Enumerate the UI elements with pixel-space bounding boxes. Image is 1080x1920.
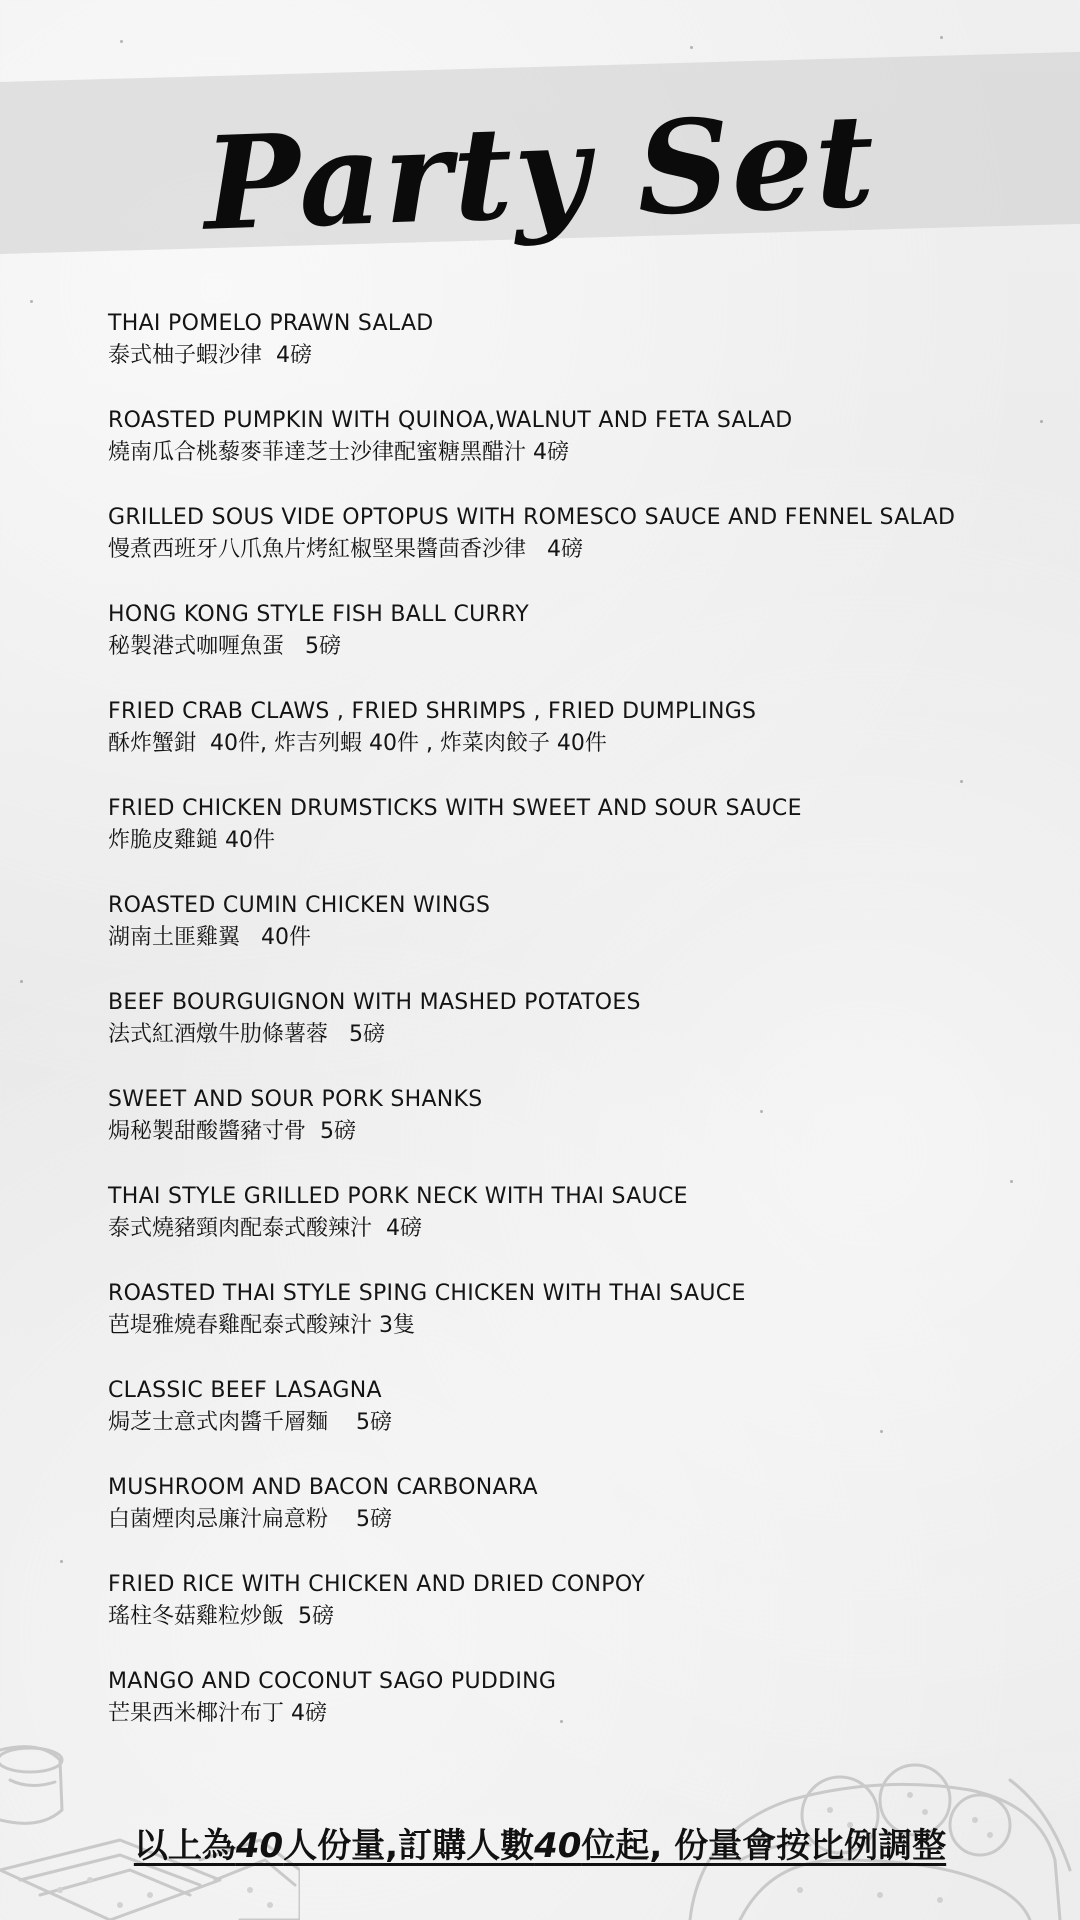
menu-item-chinese-name: 瑤柱冬菇雞粒炒飯 5磅	[108, 1604, 334, 1629]
footer-number-2: 40	[534, 1826, 582, 1866]
menu-item-english-name: THAI STYLE GRILLED PORK NECK WITH THAI SAUCE	[108, 1184, 688, 1209]
menu-item-chinese-name: 秘製港式咖喱魚蛋 5磅	[108, 634, 341, 659]
menu-item	[108, 890, 1008, 954]
menu-item	[108, 599, 1008, 663]
menu-item-chinese-name: 焗芝士意式肉醬千層麵 5磅	[108, 1410, 392, 1435]
menu-item-chinese-name: 湖南土匪雞翼 40件	[108, 925, 311, 950]
menu-item	[108, 1181, 1008, 1245]
menu-item	[108, 696, 1008, 760]
menu-item-chinese-name: 慢煮西班牙八爪魚片烤紅椒堅果醬茴香沙律 4磅	[108, 537, 583, 562]
menu-item-chinese-name: 白菌煙肉忌廉汁扁意粉 5磅	[108, 1507, 392, 1532]
menu-item-chinese-name: 焗秘製甜酸醬豬寸骨 5磅	[108, 1119, 356, 1144]
menu-item	[108, 1375, 1008, 1439]
menu-item-english-name: CLASSIC BEEF LASAGNA	[108, 1378, 382, 1403]
menu-item	[108, 793, 1008, 857]
menu-item-english-name: HONG KONG STYLE FISH BALL CURRY	[108, 602, 530, 627]
menu-item-english-name: THAI POMELO PRAWN SALAD	[108, 311, 434, 336]
menu-item	[108, 405, 1008, 469]
menu-item-english-name: BEEF BOURGUIGNON WITH MASHED POTATOES	[108, 990, 641, 1015]
menu-item	[108, 1084, 1008, 1148]
menu-item-english-name: FRIED RICE WITH CHICKEN AND DRIED CONPOY	[108, 1572, 645, 1597]
menu-item-english-name: ROASTED PUMPKIN WITH QUINOA,WALNUT AND FETA SALAD	[108, 408, 793, 433]
menu-item-english-name: SWEET AND SOUR PORK SHANKS	[108, 1087, 483, 1112]
menu-item-chinese-name: 炸脆皮雞鎚 40件	[108, 828, 275, 853]
menu-item	[108, 987, 1008, 1051]
menu-item-chinese-name: 法式紅酒燉牛肋條薯蓉 5磅	[108, 1022, 385, 1047]
footer-note	[0, 1818, 1080, 1874]
menu-item-english-name: ROASTED THAI STYLE SPING CHICKEN WITH THAI SAUCE	[108, 1281, 746, 1306]
menu-item-chinese-name: 酥炸蟹鉗 40件, 炸吉列蝦 40件 , 炸菜肉餃子 40件	[108, 731, 607, 756]
menu-item	[108, 1472, 1008, 1536]
footer-number-1: 40	[235, 1826, 284, 1866]
menu-item-chinese-name: 泰式燒豬頸肉配泰式酸辣汁 4磅	[108, 1216, 422, 1241]
menu-item-english-name: FRIED CHICKEN DRUMSTICKS WITH SWEET AND SOUR SAUCE	[108, 796, 802, 821]
menu-list	[108, 308, 1008, 1763]
menu-item	[108, 1569, 1008, 1633]
footer-text-3: 位起, 份量會按比例調整	[581, 1826, 947, 1866]
page-title: Party Set	[201, 86, 879, 260]
footer-text-2: 人份量,訂購人數	[283, 1826, 535, 1866]
menu-item-english-name: FRIED CRAB CLAWS , FRIED SHRIMPS , FRIED DUMPLINGS	[108, 699, 757, 724]
menu-item-chinese-name: 燒南瓜合桃藜麥菲達芝士沙律配蜜糖黑醋汁 4磅	[108, 440, 569, 465]
menu-item	[108, 308, 1008, 372]
menu-item-english-name: GRILLED SOUS VIDE OPTOPUS WITH ROMESCO SAUCE AND FENNEL SALAD	[108, 505, 956, 530]
menu-item-chinese-name: 泰式柚子蝦沙律 4磅	[108, 343, 312, 368]
menu-item	[108, 502, 1008, 566]
menu-item-chinese-name: 芭堤雅燒春雞配泰式酸辣汁 3隻	[108, 1313, 415, 1338]
menu-item-chinese-name: 芒果西米椰汁布丁 4磅	[108, 1701, 327, 1726]
menu-item-english-name: MUSHROOM AND BACON CARBONARA	[108, 1475, 538, 1500]
menu-item-english-name: MANGO AND COCONUT SAGO PUDDING	[108, 1669, 557, 1694]
footer-text-1: 以上為	[133, 1826, 236, 1866]
menu-item-english-name: ROASTED CUMIN CHICKEN WINGS	[108, 893, 491, 918]
menu-item	[108, 1278, 1008, 1342]
